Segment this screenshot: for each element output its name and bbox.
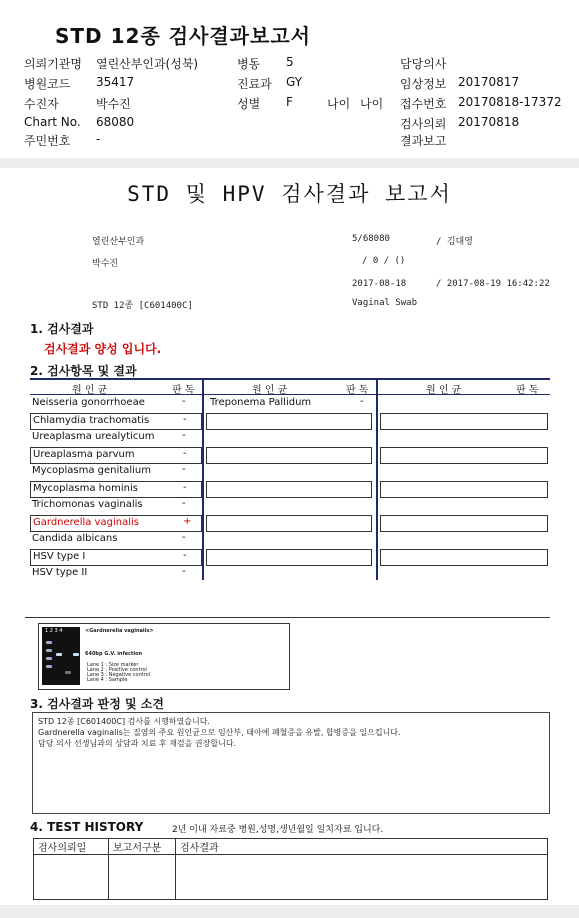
pathogen-result: - [360, 396, 364, 407]
header-label: Chart No. [24, 115, 81, 129]
header-label: 병동 [237, 57, 261, 71]
section-4-heading: 4. TEST HISTORY [30, 820, 144, 834]
header-label: 의뢰기관명 [24, 57, 82, 71]
section-2-heading: 2. 검사항목 및 결과 [30, 364, 137, 378]
test-history-table [33, 838, 548, 900]
pathogen-result: - [182, 498, 186, 509]
result-row [30, 413, 202, 430]
header-separator [0, 158, 579, 168]
opinion-line-3: 담당 의사 선생님과의 상담과 치료 후 재검을 권장합니다. [38, 739, 237, 748]
pathogen-name: Mycoplasma genitalium [32, 465, 151, 476]
result-row [30, 396, 200, 411]
col2-header [204, 378, 376, 395]
gel-legend-3: Lane 3 : Negative control [87, 672, 151, 678]
header-value: 20170817 [458, 75, 520, 89]
header-value: 박수진 [96, 97, 131, 111]
header-label: 담당의사 [400, 57, 447, 71]
date-reported: / 2017-08-19 16:42:22 [436, 279, 550, 289]
pathogen-name: Treponema Pallidum [210, 397, 312, 408]
empty-result-box [206, 549, 372, 566]
pathogen-result: - [182, 464, 186, 475]
positive-result-text: 검사결과 양성 입니다. [44, 342, 162, 356]
header-label: 병원코드 [24, 77, 71, 91]
patient-name: 박수진 [92, 259, 119, 269]
empty-result-box [380, 549, 548, 566]
history-note: 2년 이내 자료중 병원,성명,생년월일 일치자료 입니다. [172, 825, 384, 835]
specimen: Vaginal Swab [352, 298, 418, 308]
pathogen-result: - [182, 430, 186, 441]
history-header-date: 검사의뢰일 [34, 839, 109, 855]
col1-header [30, 378, 202, 395]
gel-lanes: 1 2 3 4 [45, 628, 63, 634]
empty-result-box [206, 515, 372, 532]
pathogen-name: Trichomonas vaginalis [32, 499, 143, 510]
pathogen-name: Ureaplasma parvum [33, 449, 135, 460]
col1-result-label: 판 독 [172, 385, 195, 396]
date-received: 2017-08-18 [352, 279, 407, 289]
age-label: 나이 [327, 97, 351, 111]
gel-legend-2: Lane 2 : Positive control [87, 667, 147, 673]
opinion-line-2: Gardnerella vaginalis는 질염의 주요 원인균으로 임산부, 태아에 폐혈증을 유발, 합병증을 일으킵니다. [38, 728, 401, 737]
report-title: STD 12종 검사결과보고서 [55, 24, 311, 48]
pathogen-result: - [183, 414, 187, 425]
header-value: 35417 [96, 75, 135, 89]
pathogen-name: Chlamydia trachomatis [33, 415, 150, 426]
section-1-heading: 1. 검사결과 [30, 322, 94, 336]
opinion-box [32, 712, 550, 814]
gel-photo [42, 627, 80, 685]
pathogen-name: Candida albicans [32, 533, 118, 544]
pathogen-result: - [182, 532, 186, 543]
header-label: 검사의뢰 [400, 117, 447, 131]
history-header-type: 보고서구분 [109, 839, 176, 855]
header-value: 열린산부인과(성북) [96, 57, 199, 71]
opinion-line-1: STD 12종 [C601400C] 검사를 시행하였습니다. [38, 717, 210, 726]
col3-pathogen-label: 원 인 균 [426, 385, 462, 396]
pathogen-name: Gardnerella vaginalis [33, 517, 139, 528]
age-value: 나이 [360, 97, 384, 111]
header-label: 진료과 [237, 77, 272, 91]
result-row [30, 549, 202, 566]
header-label: 성별 [237, 97, 261, 111]
empty-result-box [380, 447, 548, 464]
empty-result-box [206, 413, 372, 430]
header-value: GY [286, 75, 303, 89]
pathogen-result: - [183, 448, 187, 459]
header-value: - [96, 132, 101, 146]
pathogen-result: - [182, 566, 186, 577]
header-value: F [286, 95, 293, 109]
header-value: 20170818-17372 [458, 95, 562, 109]
history-empty-row [34, 855, 548, 900]
empty-result-box [380, 481, 548, 498]
result-row [30, 515, 202, 532]
header-label: 임상정보 [400, 77, 447, 91]
history-header-result: 검사결과 [176, 839, 548, 855]
result-row [30, 447, 202, 464]
empty-result-box [206, 481, 372, 498]
result-row [30, 532, 200, 547]
doctor-name: / 김대영 [436, 237, 473, 247]
pathogen-name: Ureaplasma urealyticum [32, 431, 155, 442]
header-label: 접수번호 [400, 97, 447, 111]
section-3-heading: 3. 검사결과 판정 및 소견 [30, 697, 164, 711]
test-code: STD 12종 [C601400C] [92, 301, 193, 311]
result-row [30, 566, 200, 581]
col-divider-1 [202, 378, 204, 580]
pathogen-result: - [183, 482, 187, 493]
col2-result-label: 판 독 [346, 385, 369, 396]
header-label: 결과보고 [400, 134, 447, 148]
age-sex: / 0 / () [362, 256, 406, 266]
footer-bar [0, 905, 579, 918]
col3-result-label: 판 독 [516, 385, 539, 396]
empty-result-box [206, 447, 372, 464]
header-value: 5 [286, 55, 294, 69]
gel-legend-4: Lane 4 : Sample [87, 677, 128, 683]
col1-pathogen-label: 원 인 균 [72, 385, 108, 396]
empty-result-box [380, 413, 548, 430]
pathogen-result: + [183, 516, 192, 527]
pathogen-result: - [183, 550, 187, 561]
hospital-name: 열린산부인과 [92, 237, 145, 247]
chart-code: 5/68080 [352, 234, 390, 244]
col3-header [378, 378, 550, 395]
gel-title: <Gardnerella vaginalis> [85, 628, 154, 634]
gel-legend-1: Lane 1 : Size marker [87, 662, 139, 668]
header-value: 20170818 [458, 115, 520, 129]
report-subtitle: STD 및 HPV 검사결과 보고서 [127, 182, 452, 206]
result-row-treponema [208, 396, 378, 411]
result-row [30, 498, 200, 513]
empty-result-box [380, 515, 548, 532]
gel-electrophoresis-image [38, 623, 290, 690]
pathogen-result: - [182, 396, 186, 407]
header-label: 수진자 [24, 97, 59, 111]
pathogen-name: Mycoplasma hominis [33, 483, 138, 494]
header-value: 68080 [96, 115, 135, 129]
pathogen-name: Neisseria gonorrhoeae [32, 397, 145, 408]
pathogen-name: HSV type I [33, 551, 86, 562]
gel-arrow-label: 640bp G.V. infection [85, 651, 143, 657]
section-divider [25, 617, 550, 618]
result-row [30, 430, 200, 445]
result-row [30, 464, 200, 479]
col2-pathogen-label: 원 인 균 [252, 385, 288, 396]
pathogen-name: HSV type II [32, 567, 88, 578]
result-row [30, 481, 202, 498]
header-label: 주민번호 [24, 134, 71, 148]
